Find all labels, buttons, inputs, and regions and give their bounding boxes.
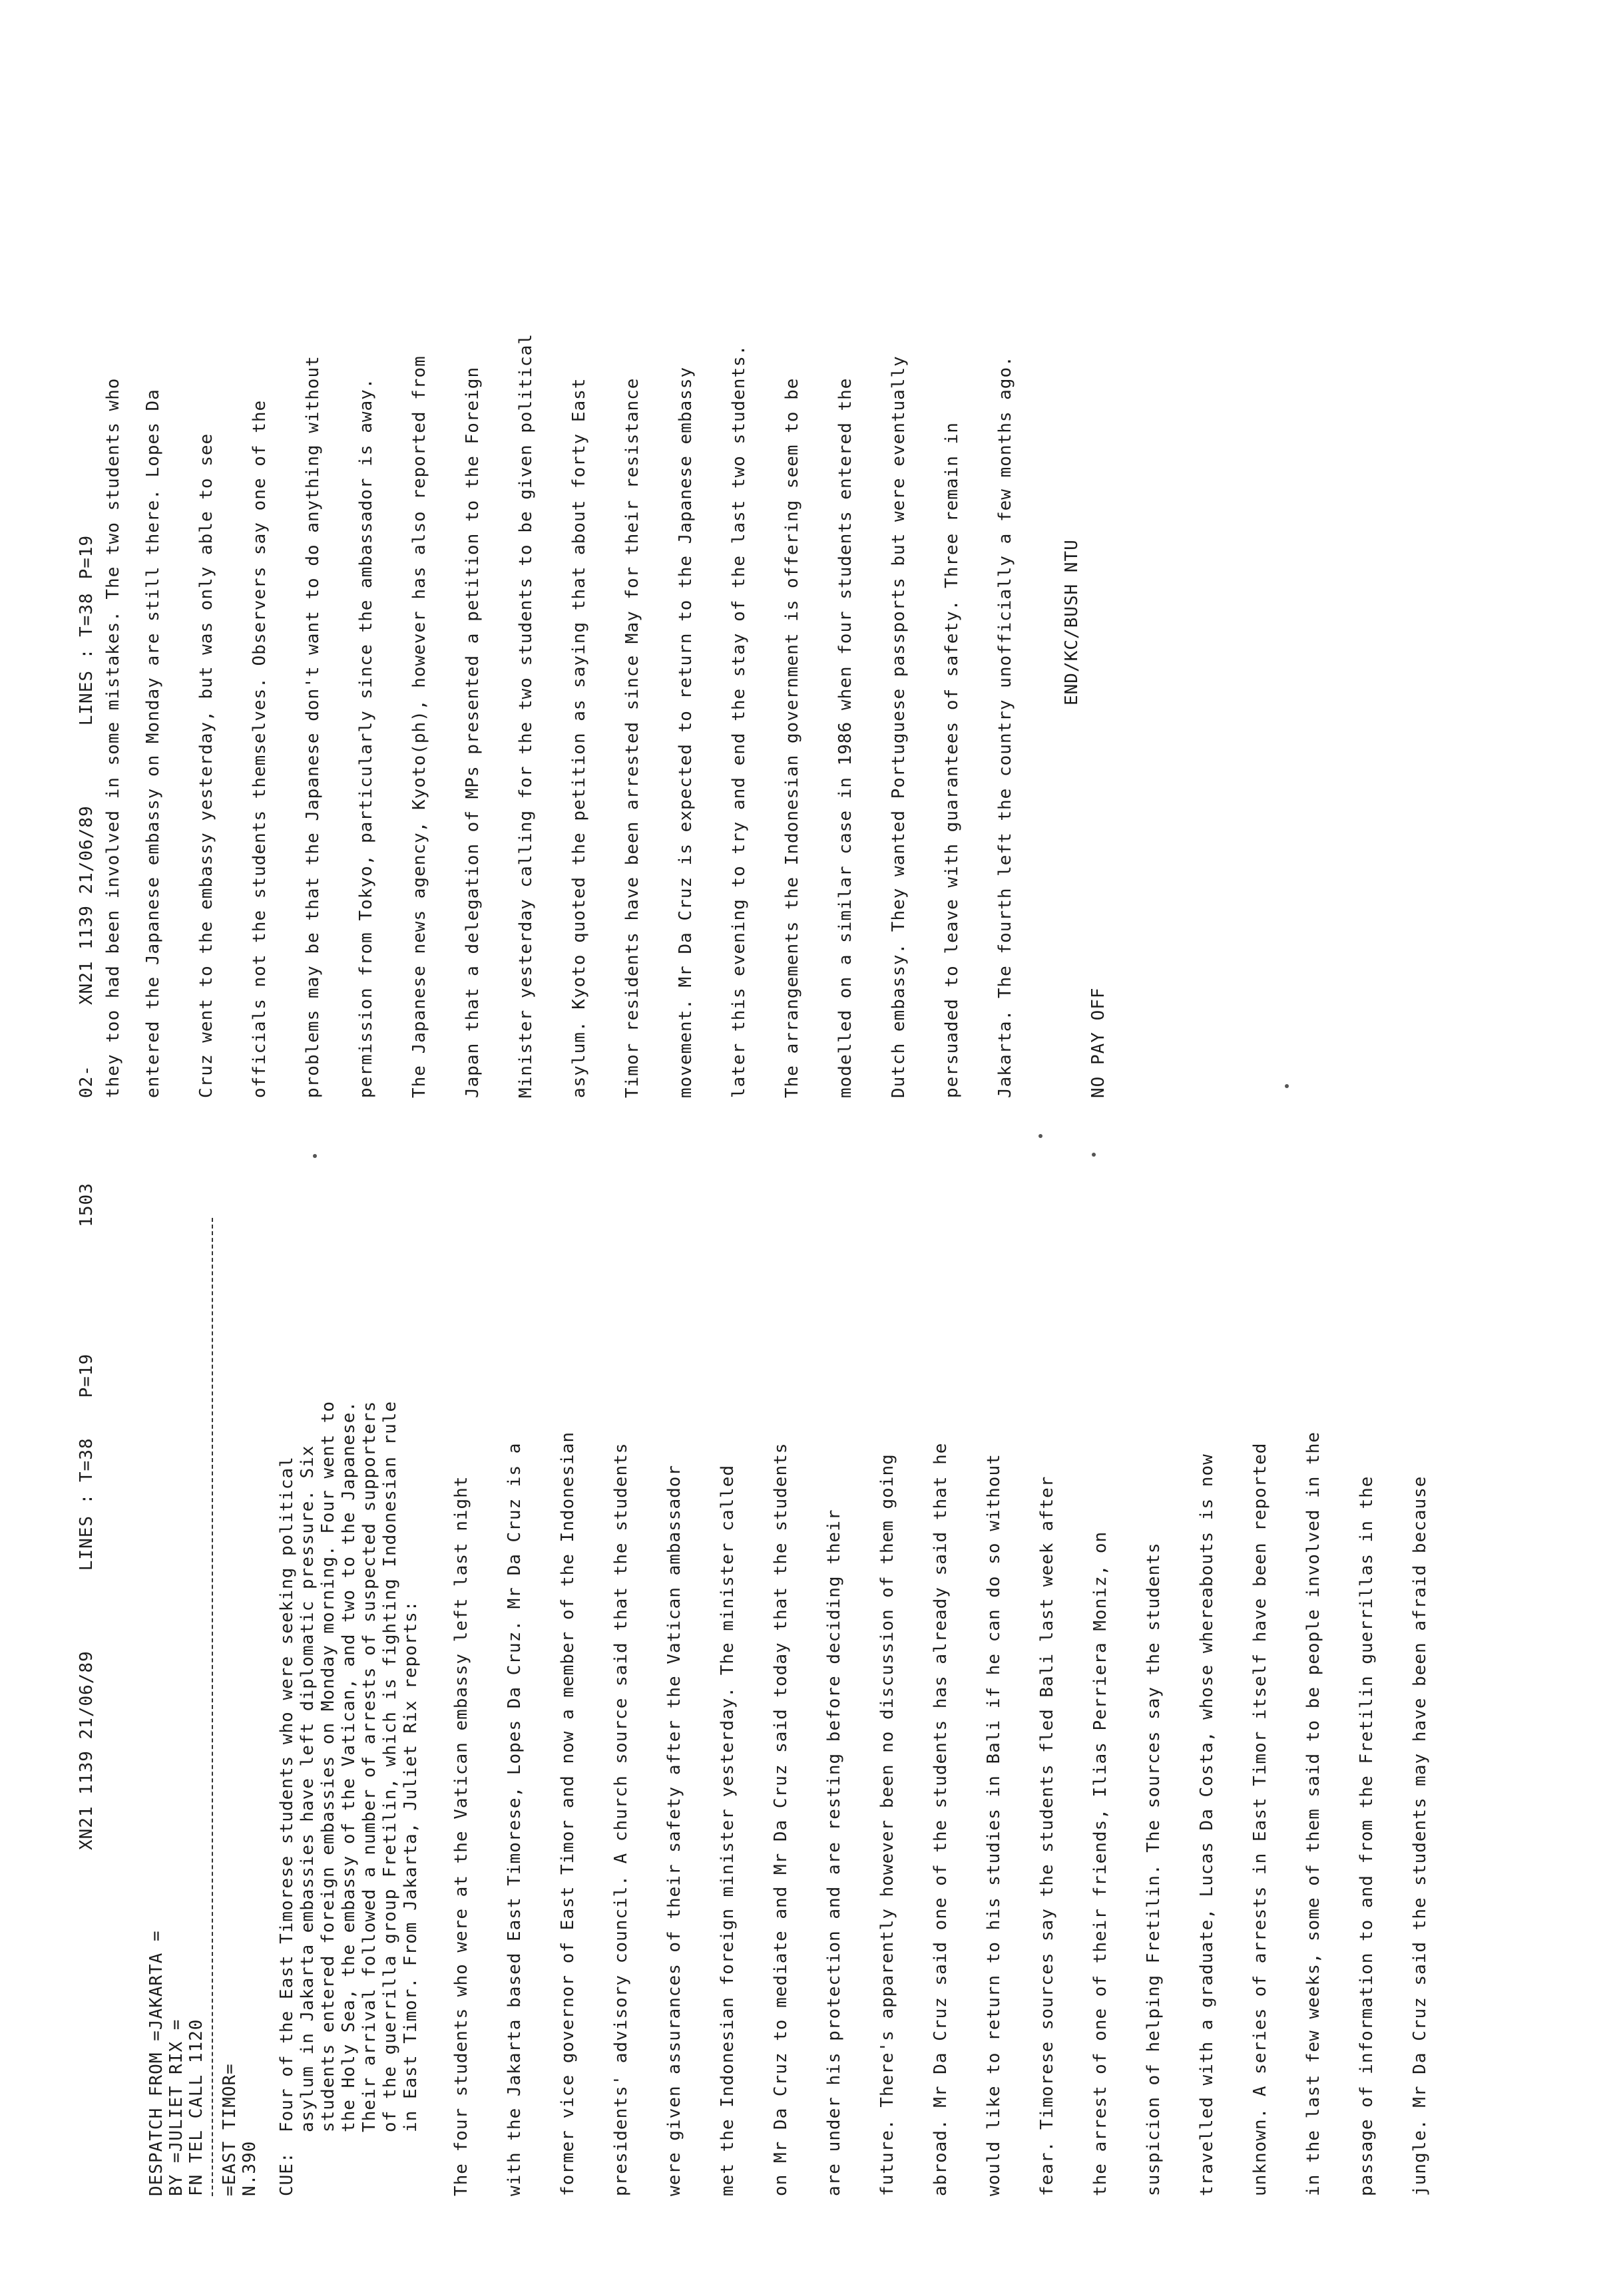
- page-2-footer: [1085, 60, 1112, 1098]
- text-line: modelled on a similar case in 1986 when four students entered the: [835, 377, 855, 1098]
- text-line: The arrangements the Indonesian government is offering seem to be: [782, 377, 802, 1098]
- text-line: permission from Tokyo, particularly since the ambassador is away.: [356, 377, 376, 1098]
- byline: BY =JULIET RIX =: [166, 2018, 186, 2196]
- despatch-page-1: [73, 1158, 1447, 2196]
- end-mark: END/KC/BUSH NTU: [1062, 539, 1082, 705]
- end-mark-row: [1058, 60, 1085, 1098]
- topic-title: =EAST TIMOR=: [220, 2063, 240, 2196]
- text-line: in the last few weeks, some of them said to be people involved in the: [1303, 1431, 1323, 2196]
- text-line: suspicion of helping Fretilin. The sources say the students: [1144, 1542, 1164, 2196]
- text-line: Japan that a delegation of MPs presented a petition to the Foreign: [463, 366, 483, 1098]
- text-line: Minister yesterday calling for the two students to be given political: [516, 333, 536, 1098]
- text-line: fear. Timorese sources say the students fled Bali last week after: [1037, 1475, 1057, 2196]
- text-line: with the Jakarta based East Timorese, Lopes Da Cruz. Mr Da Cruz is a: [505, 1442, 525, 2196]
- text-line: The Japanese news agency, Kyoto(ph), however has also reported from: [409, 355, 429, 1098]
- topic-number: N.390: [240, 2140, 260, 2196]
- text-line: jungle. Mr Da Cruz said the students may have been afraid because: [1410, 1475, 1430, 2196]
- scan-speck: [1285, 1084, 1289, 1088]
- text-line: travelled with a graduate, Lucas Da Costa, whose whereabouts is now: [1197, 1453, 1217, 2196]
- page-1-number: 1503: [77, 1183, 97, 1227]
- text-line: The four students who were at the Vatican embassy left last night: [451, 1475, 471, 2196]
- page-1-body: [435, 1158, 1447, 2196]
- scan-speck: [1039, 1134, 1042, 1138]
- separator-rule: [212, 1218, 213, 2196]
- text-line: were given assurances of their safety after the Vatican ambassador: [664, 1464, 684, 2196]
- cue-block: [277, 1158, 421, 2196]
- text-line: entered the Japanese embassy on Monday are still there. Lopes Da: [143, 389, 163, 1098]
- page-2-slug: XN21 1139 21/06/89: [77, 805, 97, 1006]
- page-2-marker: 02-: [77, 1065, 97, 1098]
- text-line: the arrest of one of their friends, Ilias Perriera Moniz, on: [1090, 1531, 1110, 2196]
- text-line: problems may be that the Japanese don't want to do anything without: [303, 355, 323, 1098]
- text-line: later this evening to try and end the stay of the last two students.: [729, 344, 749, 1098]
- text-line: they too had been involved in some mistakes. The two students who: [103, 377, 123, 1098]
- scan-speck: [1092, 1153, 1096, 1157]
- text-line: Cruz went to the embassy yesterday, but was only able to see: [196, 433, 216, 1098]
- page-1-slug: XN21 1139 21/06/89: [77, 1650, 97, 1850]
- scan-speck: [313, 1154, 317, 1158]
- cue-text: Four of the East Timorese students who were seeking political asylum in Jakarta embassies have left diplomatic pressure. Six students entered foreign embassies on Monday morning. Four went to the Holy Sea, the embassy of the Vatican, and two to the Japanese. Their arrival followed a number of arrests of suspected supporters of the guerrilla group Fretilin, which is fighting Indonesian rule in East Timor. From Jakarta, Juliet Rix reports:: [277, 1400, 421, 2132]
- end-mark-spacer: [1058, 705, 1085, 1098]
- page-2-header: [73, 60, 100, 1098]
- text-line: Dutch embassy. They wanted Portuguese passports but were eventually: [889, 355, 909, 1098]
- despatch-page-2: [73, 60, 1108, 1098]
- text-line: Timor residents have been arrested since May for their resistance: [622, 377, 642, 1098]
- tel-call: FN TEL CALL 1120: [186, 2018, 206, 2196]
- text-line: met the Indonesian foreign minister yesterday. The minister called: [718, 1464, 738, 2196]
- text-line: persuaded to leave with guarantees of safety. Three remain in: [942, 422, 962, 1098]
- page-2-lines: LINES : T=38: [77, 592, 97, 726]
- page-2-body: [100, 60, 1032, 1098]
- text-line: presidents' advisory council. A church source said that the students: [611, 1442, 631, 2196]
- page-1-page-count: P=19: [77, 1353, 97, 1398]
- text-line: former vice governor of East Timor and now a member of the Indonesian: [558, 1431, 578, 2196]
- cue-label: CUE:: [277, 2152, 297, 2196]
- text-line: unknown. A series of arrests in East Timor itself have been reported: [1250, 1442, 1270, 2196]
- pay-note: NO PAY OFF: [1088, 987, 1108, 1098]
- text-line: officials not the students themselves. Observers say one of the: [250, 399, 270, 1098]
- text-line: future. There's apparently however been no discussion of them going: [877, 1453, 897, 2196]
- text-line: are under his protection and are resting before deciding their: [824, 1509, 844, 2196]
- despatch-from: DESPATCH FROM =JAKARTA =: [146, 1930, 166, 2196]
- text-line: on Mr Da Cruz to mediate and Mr Da Cruz said today that the students: [771, 1442, 791, 2196]
- text-line: movement. Mr Da Cruz is expected to return to the Japanese embassy: [676, 366, 696, 1098]
- text-line: would like to return to his studies in Bali if he can do so without: [984, 1453, 1004, 2196]
- text-line: asylum. Kyoto quoted the petition as saying that about forty East: [569, 377, 589, 1098]
- text-line: Jakarta. The fourth left the country unofficially a few months ago.: [995, 355, 1015, 1098]
- page-1-header: [73, 1158, 100, 2196]
- page-1-lines: LINES : T=38: [77, 1437, 97, 1571]
- text-line: abroad. Mr Da Cruz said one of the students has already said that he: [931, 1442, 951, 2196]
- page-2-page-count: P=19: [77, 534, 97, 580]
- text-line: passage of information to and from the Fretilin guerrillas in the: [1357, 1475, 1377, 2196]
